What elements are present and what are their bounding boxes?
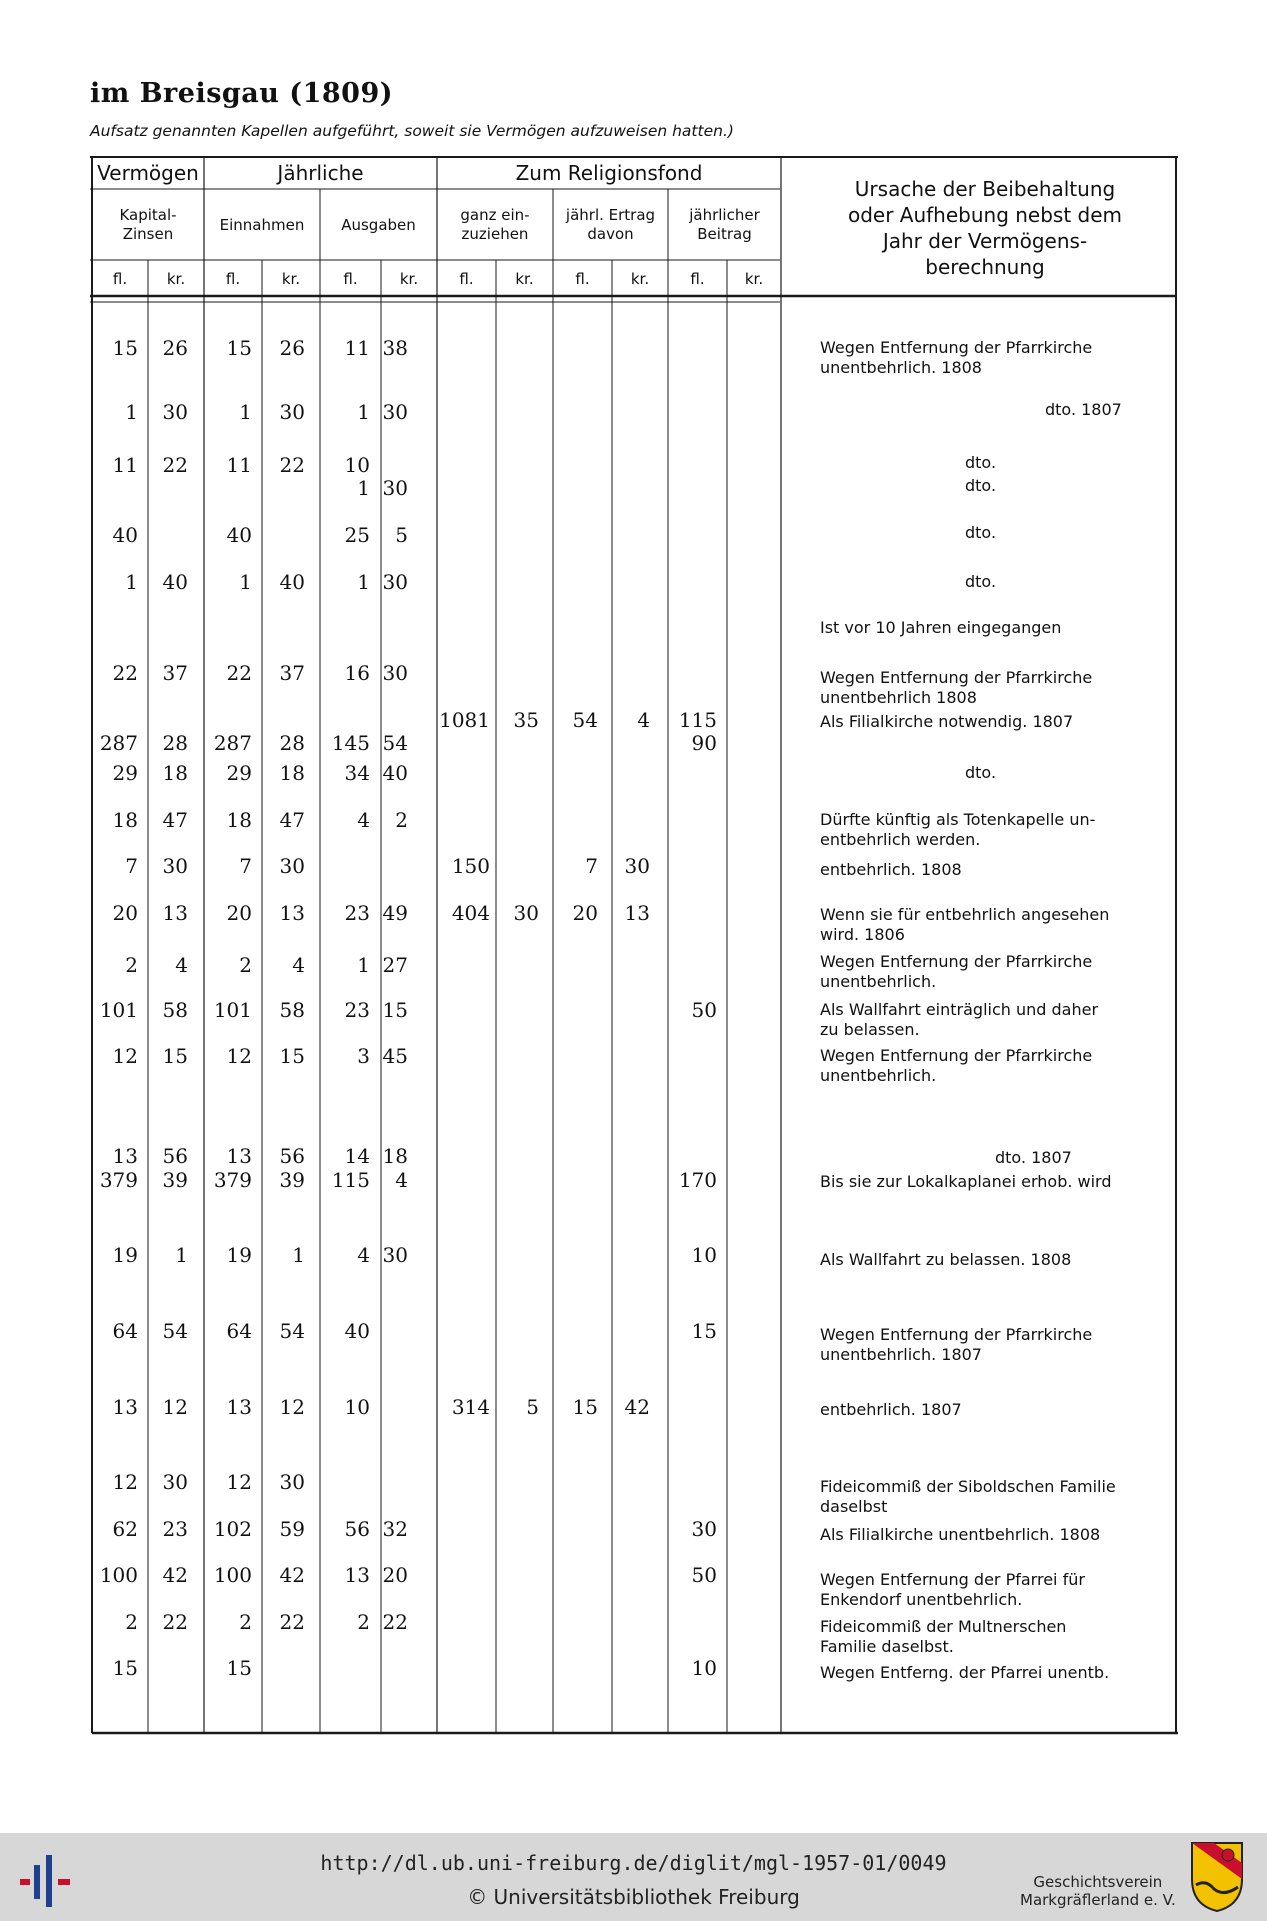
remark-text: Wegen Entfernung der Pfarrkirche unentbehrlich. 1808 xyxy=(820,338,1093,377)
table-cell: 37 xyxy=(162,661,188,685)
table-cell: 25 xyxy=(344,523,370,547)
table-cell: 18 xyxy=(112,808,138,832)
table-cell: 28 xyxy=(162,731,188,755)
table-cell: 40 xyxy=(112,523,138,547)
table-cell: 18 xyxy=(162,761,188,785)
table-cell: 29 xyxy=(112,761,138,785)
unit-header: fl. xyxy=(343,270,358,288)
table-cell: 16 xyxy=(344,661,370,685)
table-cell: 20 xyxy=(572,901,598,925)
remark-text: Fideicommiß der Siboldschen Familie daselbst xyxy=(820,1477,1116,1516)
table-cell: 22 xyxy=(279,453,305,477)
remark-text: dto. xyxy=(965,763,997,782)
table-cell: 32 xyxy=(382,1517,408,1541)
table-cell: 19 xyxy=(112,1243,138,1267)
unit-header: fl. xyxy=(225,270,241,288)
table-cell: 58 xyxy=(162,998,188,1022)
table-cell: 15 xyxy=(691,1319,717,1343)
remark-text: dto. xyxy=(965,453,997,472)
table-cell: 22 xyxy=(162,1610,188,1634)
remark-text: Als Wallfahrt einträglich und daher zu belassen. xyxy=(820,1000,1099,1039)
table-cell: 379 xyxy=(99,1168,138,1192)
table-cell: 28 xyxy=(279,731,305,755)
table-cell: 1 xyxy=(357,570,370,594)
table-cell: 15 xyxy=(279,1044,305,1068)
table-cell: 30 xyxy=(162,400,188,424)
table-cell: 42 xyxy=(162,1563,188,1587)
table-cell: 27 xyxy=(382,953,408,977)
page-title: im Breisgau (1809) xyxy=(90,78,394,109)
table-cell: 18 xyxy=(226,808,252,832)
remark-text: Als Filialkirche unentbehrlich. 1808 xyxy=(820,1525,1101,1544)
table-cell: 1081 xyxy=(439,708,490,732)
table-cell: 10 xyxy=(344,453,370,477)
table-cell: 2 xyxy=(239,1610,252,1634)
header-remarks: Ursache der Beibehaltung oder Aufhebung nebst dem Jahr der Vermögens- berechnung xyxy=(847,177,1123,279)
remark-text: dto. xyxy=(965,572,997,591)
unit-header: kr. xyxy=(515,270,534,288)
table-cell: 100 xyxy=(99,1563,138,1587)
table-cell: 23 xyxy=(344,901,370,925)
table-cell: 26 xyxy=(279,336,305,360)
table-cell: 2 xyxy=(125,953,138,977)
table-cell: 4 xyxy=(175,953,188,977)
table-cell: 22 xyxy=(226,661,252,685)
table-cell: 379 xyxy=(213,1168,252,1192)
table-cell: 22 xyxy=(162,453,188,477)
table-cell: 22 xyxy=(279,1610,305,1634)
table-cell: 90 xyxy=(691,731,717,755)
table-cell: 15 xyxy=(112,336,138,360)
table-cell: 4 xyxy=(292,953,305,977)
table-cell: 1 xyxy=(239,400,252,424)
table-cell: 56 xyxy=(279,1144,305,1168)
table-cell: 13 xyxy=(344,1563,370,1587)
footer-copyright: © Universitätsbibliothek Freiburg xyxy=(467,1885,800,1909)
table-cell: 18 xyxy=(382,1144,408,1168)
table-cell: 42 xyxy=(279,1563,305,1587)
table-cell: 30 xyxy=(382,661,408,685)
table-cell: 13 xyxy=(226,1395,252,1419)
table-cell: 10 xyxy=(691,1243,717,1267)
remark-text: entbehrlich. 1807 xyxy=(820,1400,962,1419)
table-cell: 145 xyxy=(331,731,370,755)
table-cell: 115 xyxy=(678,708,717,732)
table-cell: 30 xyxy=(279,1470,305,1494)
table-cell: 54 xyxy=(162,1319,188,1343)
table-cell: 11 xyxy=(344,336,370,360)
table-cell: 40 xyxy=(226,523,252,547)
table-cell: 30 xyxy=(162,1470,188,1494)
unit-header: kr. xyxy=(166,270,186,288)
table-cell: 39 xyxy=(162,1168,188,1192)
table-cell: 30 xyxy=(513,901,539,925)
table-cell: 7 xyxy=(239,854,252,878)
table-cell: 64 xyxy=(226,1319,252,1343)
table-cell: 3 xyxy=(357,1044,370,1068)
table-cell: 4 xyxy=(357,1243,370,1267)
table-cell: 5 xyxy=(395,523,408,547)
table-cell: 12 xyxy=(279,1395,305,1419)
header-ganz-einzuziehen: ganz ein- zuziehen xyxy=(460,206,530,243)
table-cell: 30 xyxy=(162,854,188,878)
table-cell: 50 xyxy=(691,998,717,1022)
table-cell: 40 xyxy=(382,761,408,785)
remark-text: Wegen Entfernung der Pfarrkirche unentbehrlich. 1807 xyxy=(820,1325,1093,1364)
table-cell: 22 xyxy=(112,661,138,685)
remark-text: dto. 1807 xyxy=(995,1148,1072,1167)
table-cell: 10 xyxy=(691,1656,717,1680)
table-cell: 23 xyxy=(162,1517,188,1541)
table-cell: 38 xyxy=(382,336,408,360)
table-cell: 20 xyxy=(382,1563,408,1587)
table-cell: 58 xyxy=(279,998,305,1022)
table-cell: 101 xyxy=(213,998,252,1022)
table-cell: 2 xyxy=(357,1610,370,1634)
table-cell: 59 xyxy=(279,1517,305,1541)
table-cell: 2 xyxy=(239,953,252,977)
table-cell: 1 xyxy=(125,570,138,594)
remark-text: dto. xyxy=(965,523,997,542)
remark-text: Wegen Entfernung der Pfarrei für Enkendorf unentbehrlich. xyxy=(820,1570,1085,1609)
table-cell: 30 xyxy=(382,1243,408,1267)
table-cell: 47 xyxy=(162,808,188,832)
table-cell: 1 xyxy=(357,953,370,977)
table-cell: 13 xyxy=(226,1144,252,1168)
table-cell: 56 xyxy=(344,1517,370,1541)
table-cell: 40 xyxy=(279,570,305,594)
table-cell: 42 xyxy=(624,1395,650,1419)
table-cell: 1 xyxy=(125,400,138,424)
table-cell: 1 xyxy=(292,1243,305,1267)
table-cell: 7 xyxy=(585,854,598,878)
table-cell: 2 xyxy=(125,1610,138,1634)
header-jaehrliche: Jährliche xyxy=(277,161,364,185)
footer-url[interactable]: http://dl.ub.uni-freiburg.de/diglit/mgl-1957-01/0049 xyxy=(320,1851,947,1875)
remark-text: dto. xyxy=(965,476,997,495)
header-vermoegen: Vermögen xyxy=(97,161,199,185)
table-cell: 26 xyxy=(162,336,188,360)
table-cell: 15 xyxy=(226,1656,252,1680)
table-cell: 4 xyxy=(395,1168,408,1192)
table-cell: 4 xyxy=(637,708,650,732)
table-cell: 19 xyxy=(226,1243,252,1267)
coat-of-arms-icon xyxy=(1188,1839,1246,1915)
remark-text: entbehrlich. 1808 xyxy=(820,860,962,879)
header-kapital-zinsen: Kapital- Zinsen xyxy=(119,206,177,243)
table-cell: 22 xyxy=(382,1610,408,1634)
table-cell: 287 xyxy=(99,731,138,755)
table-cell: 64 xyxy=(112,1319,138,1343)
remark-text: Dürfte künftig als Totenkapelle un- entbehrlich werden. xyxy=(820,810,1096,849)
table-cell: 15 xyxy=(382,998,408,1022)
table-cell: 11 xyxy=(226,453,252,477)
unit-header: kr. xyxy=(399,270,419,288)
table-cell: 314 xyxy=(451,1395,490,1419)
table-cell: 12 xyxy=(112,1044,138,1068)
remark-text: dto. 1807 xyxy=(1045,400,1122,419)
table-cell: 23 xyxy=(344,998,370,1022)
remark-text: Wegen Entfernung der Pfarrkirche unentbehrlich. xyxy=(820,1046,1093,1085)
remark-text: Bis sie zur Lokalkaplanei erhob. wird xyxy=(820,1172,1112,1191)
table-cell: 45 xyxy=(382,1044,408,1068)
unit-header: kr. xyxy=(744,270,764,288)
remark-text: Wegen Entfernung der Pfarrkirche unentbehrlich 1808 xyxy=(820,668,1093,707)
table-cell: 287 xyxy=(213,731,252,755)
remark-text: Als Wallfahrt zu belassen. 1808 xyxy=(820,1250,1072,1269)
table-cell: 2 xyxy=(395,808,408,832)
table-cell: 49 xyxy=(382,901,408,925)
table-cell: 102 xyxy=(213,1517,252,1541)
table-cell: 12 xyxy=(112,1470,138,1494)
table-cell: 15 xyxy=(162,1044,188,1068)
table-cell: 56 xyxy=(162,1144,188,1168)
table-cell: 54 xyxy=(382,731,408,755)
table-cell: 13 xyxy=(624,901,650,925)
unit-header: fl. xyxy=(575,270,590,288)
header-jaehrlicher-beitrag: jährlicher Beitrag xyxy=(689,206,760,243)
table-cell: 13 xyxy=(162,901,188,925)
table-cell: 12 xyxy=(226,1470,252,1494)
table-cell: 1 xyxy=(239,570,252,594)
table-cell: 30 xyxy=(624,854,650,878)
table-cell: 37 xyxy=(279,661,305,685)
footer-org-name: Geschichtsverein Markgräflerland e. V. xyxy=(1020,1873,1176,1909)
table-cell: 30 xyxy=(279,400,305,424)
table-cell: 14 xyxy=(344,1144,370,1168)
table-cell: 20 xyxy=(112,901,138,925)
table-cell: 100 xyxy=(213,1563,252,1587)
table-cell: 29 xyxy=(226,761,252,785)
remark-text: Wenn sie für entbehrlich angesehen wird. 1806 xyxy=(820,905,1110,944)
table-cell: 18 xyxy=(279,761,305,785)
table-cell: 40 xyxy=(162,570,188,594)
unit-header: fl. xyxy=(459,270,474,288)
table-cell: 5 xyxy=(526,1395,539,1419)
table-cell: 12 xyxy=(162,1395,188,1419)
table-cell: 1 xyxy=(357,400,370,424)
table-cell: 13 xyxy=(112,1395,138,1419)
table-cell: 10 xyxy=(344,1395,370,1419)
remark-text: Ist vor 10 Jahren eingegangen xyxy=(820,618,1062,637)
table-cell: 150 xyxy=(451,854,490,878)
remark-text: Fideicommiß der Multnerschen Familie daselbst. xyxy=(820,1617,1067,1656)
table-cell: 404 xyxy=(451,901,490,925)
table-cell: 30 xyxy=(382,400,408,424)
table-cell: 15 xyxy=(226,336,252,360)
table-cell: 1 xyxy=(175,1243,188,1267)
table-cell: 20 xyxy=(226,901,252,925)
table-cell: 13 xyxy=(279,901,305,925)
table-cell: 30 xyxy=(279,854,305,878)
table-cell: 54 xyxy=(572,708,598,732)
table-cell: 12 xyxy=(226,1044,252,1068)
header-einnahmen: Einnahmen xyxy=(219,216,305,234)
table-cell: 13 xyxy=(112,1144,138,1168)
table-cell: 50 xyxy=(691,1563,717,1587)
remark-text: Als Filialkirche notwendig. 1807 xyxy=(820,712,1074,731)
table-cell: 62 xyxy=(112,1517,138,1541)
table-cell: 101 xyxy=(99,998,138,1022)
table-cell: 34 xyxy=(344,761,370,785)
header-ausgaben: Ausgaben xyxy=(341,216,416,234)
page-subtitle: Aufsatz genannten Kapellen aufgeführt, soweit sie Vermögen aufzuweisen hatten.) xyxy=(90,122,734,140)
unit-header: fl. xyxy=(690,270,705,288)
table-cell: 30 xyxy=(691,1517,717,1541)
table-cell: 39 xyxy=(279,1168,305,1192)
table-cell: 11 xyxy=(112,453,138,477)
table-cell: 170 xyxy=(678,1168,717,1192)
table-cell: 4 xyxy=(357,808,370,832)
table-cell: 30 xyxy=(382,476,408,500)
header-religionsfond: Zum Religionsfond xyxy=(515,161,703,185)
table-cell: 15 xyxy=(112,1656,138,1680)
remark-text: Wegen Entfernung der Pfarrkirche unentbehrlich. xyxy=(820,952,1093,991)
table-cell: 54 xyxy=(279,1319,305,1343)
table-cell: 30 xyxy=(382,570,408,594)
unit-header: kr. xyxy=(281,270,301,288)
remark-text: Wegen Entferng. der Pfarrei unentb. xyxy=(820,1663,1110,1682)
table-cell: 1 xyxy=(357,476,370,500)
unit-header: fl. xyxy=(112,270,128,288)
table-cell: 115 xyxy=(331,1168,370,1192)
table-cell: 7 xyxy=(125,854,138,878)
table-cell: 47 xyxy=(279,808,305,832)
table-cell: 15 xyxy=(572,1395,598,1419)
table-cell: 40 xyxy=(344,1319,370,1343)
table-cell: 35 xyxy=(513,708,539,732)
header-jaehrl-ertrag: jährl. Ertrag davon xyxy=(565,206,656,243)
footer-bar xyxy=(0,1833,1267,1921)
unit-header: kr. xyxy=(630,270,650,288)
